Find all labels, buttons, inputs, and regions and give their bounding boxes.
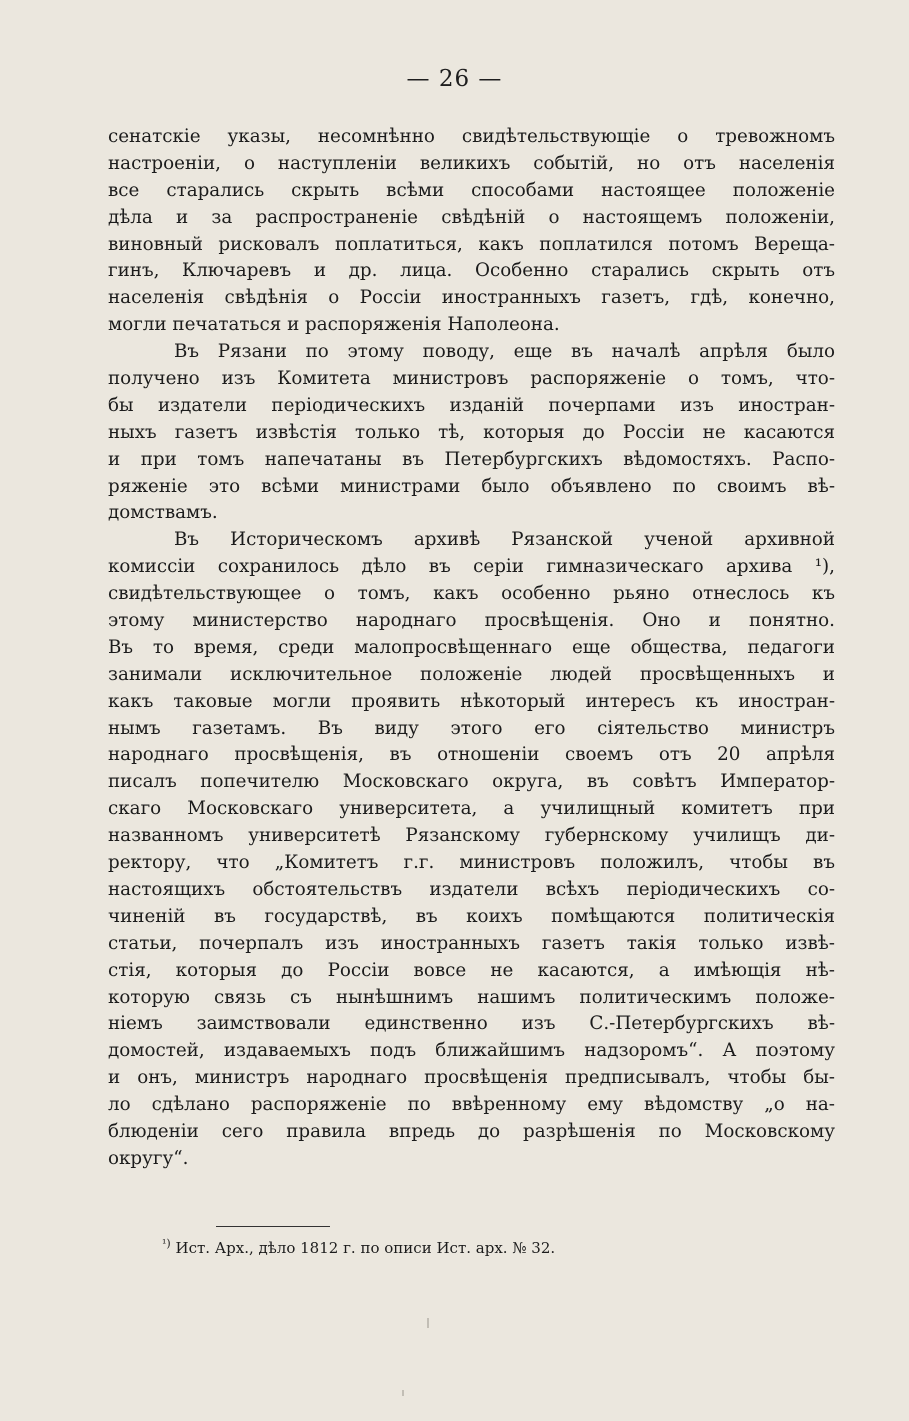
footnote-text: Ист. Арх., дѣло 1812 г. по описи Ист. арх. № 32. — [175, 1239, 556, 1257]
text-line: народнаго просвѣщенія, въ отношеніи своемъ отъ 20 апрѣля — [108, 744, 835, 766]
text-line: скаго Московскаго университета, а училищный комитетъ при — [108, 798, 835, 820]
text-line: ло сдѣлано распоряженіе по ввѣренному ему вѣдомству „о на- — [108, 1094, 835, 1116]
text-line: свидѣтельствующее о томъ, какъ особенно рьяно отнеслось къ — [108, 583, 835, 605]
text-line: блюденіи сего правила впредь до разрѣшенія по Московскому — [108, 1120, 835, 1142]
text-line: настроеніи, о наступленіи великихъ событій, но отъ населенія — [108, 152, 835, 174]
text-line: которую связь съ нынѣшнимъ нашимъ политическимъ положе- — [108, 986, 835, 1008]
footnote-divider — [216, 1226, 330, 1227]
body-text — [108, 124, 835, 1173]
text-line: дѣла и за распространеніе свѣдѣній о настоящемъ положеніи, — [108, 206, 835, 228]
text-line: комиссіи сохранилось дѣло въ серіи гимназическаго архива ¹), — [108, 556, 835, 578]
text-line: ныхъ газетъ извѣстія только тѣ, которыя до Россіи не касаются — [108, 421, 835, 443]
text-line: стія, которыя до Россіи вовсе не касаются, а имѣющія нѣ- — [108, 959, 835, 981]
text-line: этому министерство народнаго просвѣщенія. Оно и понятно. — [108, 610, 835, 632]
text-line: и онъ, министръ народнаго просвѣщенія предписывалъ, чтобы бы- — [108, 1067, 835, 1089]
text-line: писалъ попечителю Московскаго округа, въ совѣтъ Импeратор- — [108, 771, 835, 793]
text-line: какъ таковые могли проявить нѣкоторый интересъ къ иностран- — [108, 690, 835, 712]
text-line: могли печататься и распоряженія Наполеона. — [108, 314, 560, 336]
text-line: Въ то время, среди малопросвѣщеннаго еще общества, педагоги — [108, 636, 835, 658]
text-line: чиненій въ государствѣ, въ коихъ помѣщаются политическія — [108, 905, 835, 927]
paper-speck — [427, 1318, 429, 1328]
text-line: статьи, почерпалъ изъ иностранныхъ газетъ такія только извѣ- — [108, 932, 835, 954]
text-line: округу“. — [108, 1147, 189, 1169]
text-line: нымъ газетамъ. Въ виду этого его сіятельство министръ — [108, 717, 835, 739]
text-line: настоящихъ обстоятельствъ издатели всѣхъ періодическихъ со- — [108, 878, 835, 900]
footnote-mark: ¹) — [162, 1237, 171, 1250]
text-line: и при томъ напечатаны въ Петербургскихъ вѣдомостяхъ. Распо- — [108, 448, 835, 470]
text-line: все старались скрыть всѣми способами настоящее положеніе — [108, 179, 835, 201]
text-line: населенія свѣдѣнія о Россіи иностранныхъ газетъ, гдѣ, конечно, — [108, 287, 835, 309]
paper-speck — [402, 1390, 404, 1396]
text-line: бы издатели періодическихъ изданій почерпами изъ иностран- — [108, 394, 835, 416]
text-line: Въ Рязани по этому поводу, еще въ началѣ апрѣля было — [174, 341, 835, 363]
text-line: получено изъ Комитета министровъ распоряженіе о томъ, что- — [108, 368, 835, 390]
text-line: названномъ университетѣ Рязанскому губернскому училищъ ди- — [108, 825, 835, 847]
text-line: ніемъ заимствовали единственно изъ С.-Петербургскихъ вѣ- — [108, 1013, 835, 1035]
text-line: виновный рисковалъ поплатиться, какъ поплатился потомъ Верещa- — [108, 233, 835, 255]
text-line: сенатскіе указы, несомнѣнно свидѣтельствующіе о тревожномъ — [108, 126, 835, 147]
text-line: гинъ, Ключаревъ и др. лица. Особенно старались скрыть отъ — [108, 260, 835, 282]
text-line: ряженіе это всѣми министрами было объявлено по своимъ вѣ- — [108, 475, 835, 497]
text-line: занимали исключительное положеніе людей просвѣщенныхъ и — [108, 663, 835, 685]
text-line: ректору, что „Комитетъ г.г. министровъ положилъ, чтобы въ — [108, 852, 835, 874]
page-number: — 26 — — [406, 66, 503, 92]
text-line: домостей, издаваемыхъ подъ ближайшимъ надзоромъ“. А поэтому — [108, 1040, 835, 1062]
text-line: домствамъ. — [108, 502, 218, 524]
text-line: Въ Историческомъ архивѣ Рязанской ученой архивной — [174, 529, 835, 551]
footnote — [162, 1237, 555, 1257]
